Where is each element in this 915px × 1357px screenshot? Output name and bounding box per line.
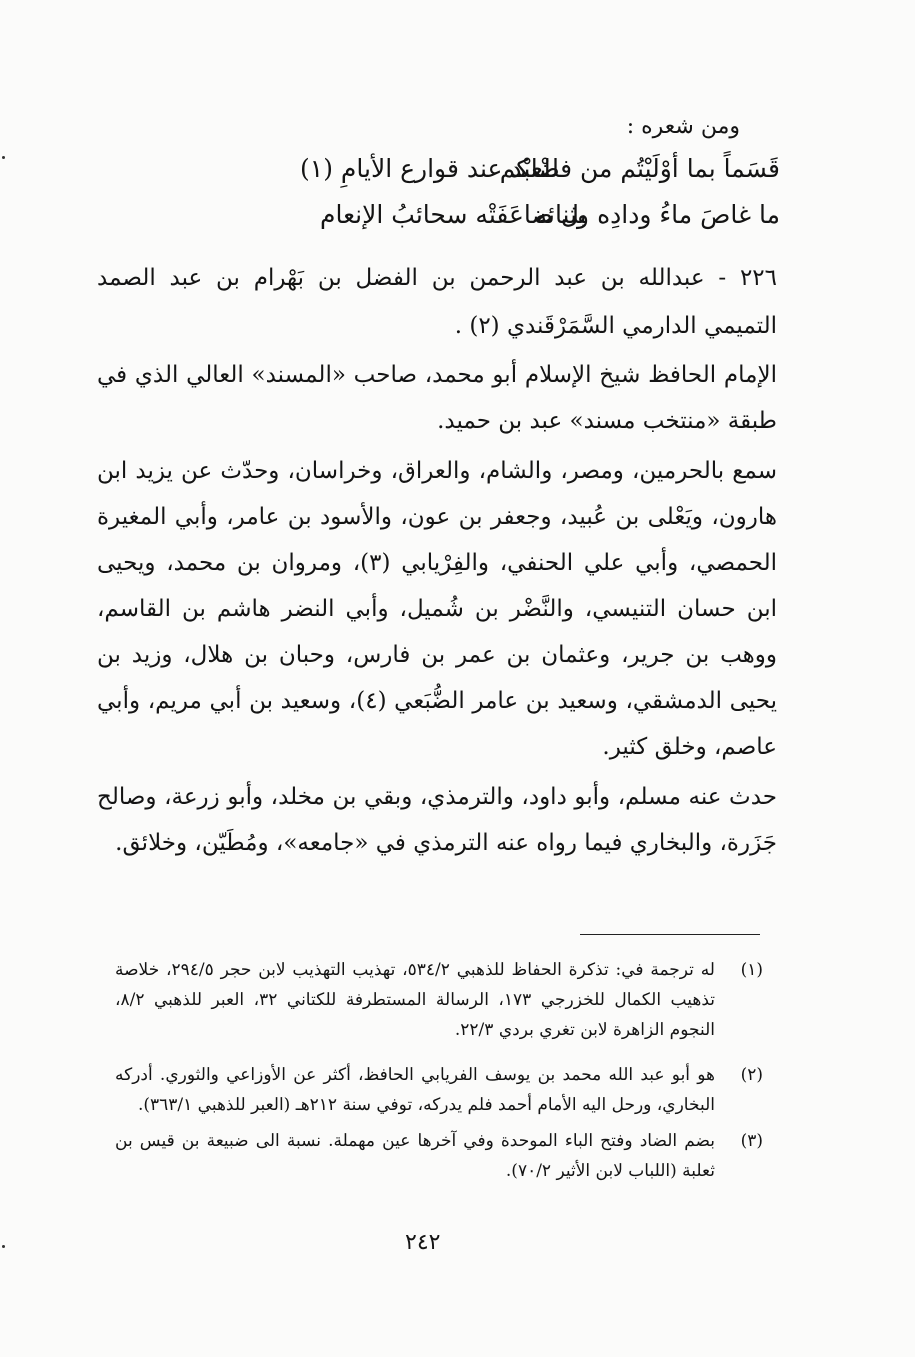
page-number: ٢٤٢	[405, 1230, 441, 1255]
verse-line-1-first-hemistich: قَسَماً بما أوْلَيْتُم من فضْلكم	[499, 154, 780, 183]
poetry-intro: ومن شعره :	[626, 114, 740, 139]
scan-edge-mark	[2, 1245, 5, 1248]
biography-intro-paragraph: الإمام الحافظ شيخ الإسلام أبو محمد، صاحب «المسند» العالي الذي في طبقة «منتخب مسند» عبد بن حميد.	[97, 362, 777, 434]
footnote-3-text: بضم الضاد وفتح الباء الموحدة وفي آخرها عين مهملة. نسبة الى ضبيعة بن قيس بن ثعلبة (اللباب لابن الأثير ٧٠/٢).	[115, 1131, 715, 1181]
verse-line-1-second-hemistich: للعبْد عند قوارع الأيامِ (١)	[300, 154, 560, 183]
students-paragraph: حدث عنه مسلم، وأبو داود، والترمذي، وبقي بن مخلد، وأبو زرعة، وصالح جَزَرة، والبخاري فيما رواه عنه الترمذي في «جامعه»، ومُطَيّن، وخلائق.	[97, 784, 777, 856]
scan-edge-mark	[2, 156, 5, 159]
footnote-1-text: له ترجمة في: تذكرة الحفاظ للذهبي ٥٣٤/٢، تهذيب التهذيب لابن حجر ٢٩٤/٥، خلاصة تذهيب الكمال للخزرجي ١٧٣، الرسالة المستطرفة للكتاني ٣٢، العبر للذهبي ٨/٢، النجوم الزاهرة لابن تغري بردي ٢٢/٣.	[115, 960, 715, 1040]
verse-line-2-second-hemistich: بل ضاعَفَتْه سحائبُ الإنعام	[320, 200, 587, 229]
footnote-2-text: هو أبو عبد الله محمد بن يوسف الفريابي الحافظ، أكثر عن الأوزاعي والثوري. أدركه البخاري، ورحل اليه الأمام أحمد فلم يدركه، توفي سنة ٢١٢هـ (العبر للذهبي ٣٦٣/١).	[115, 1065, 715, 1115]
teachers-paragraph: سمع بالحرمين، ومصر، والشام، والعراق، وخراسان، وحدّث عن يزيد ابن هارون، ويَعْلى بن عُبيد، وجعفر بن عون، والأسود بن عامر، وأبي المغيرة الحمصي، وأبي علي الحنفي، والفِرْيابي (٣)، ومروان بن محمد، ويحيى ابن حسان التنيسي، والنَّضْر بن شُميل، وأبي النضر هاشم بن القاسم، ووهب بن جرير، وعثمان بن عمر بن فارس، وحبان بن هلال، وزيد بن يحيى الدمشقي، وسعيد بن عامر الضُّبَعي (٤)، وسعيد بن أبي مريم، وأبي عاصم، وخلق كثير.	[97, 458, 777, 760]
footnote-3-number: (٣)	[740, 1131, 763, 1151]
footnote-separator	[580, 934, 760, 935]
footnote-1-number: (١)	[740, 960, 763, 980]
footnote-2-number: (٢)	[740, 1065, 763, 1085]
verse-line-2-first-hemistich: ما غاصَ ماءُ ودادِه وثنائه	[534, 200, 780, 229]
biography-heading: ٢٢٦ - عبدالله بن عبد الرحمن بن الفضل بن بَهْرام بن عبد الصمد التميمي الدارمي السَّمَرْقَندي (٢) .	[97, 265, 777, 339]
